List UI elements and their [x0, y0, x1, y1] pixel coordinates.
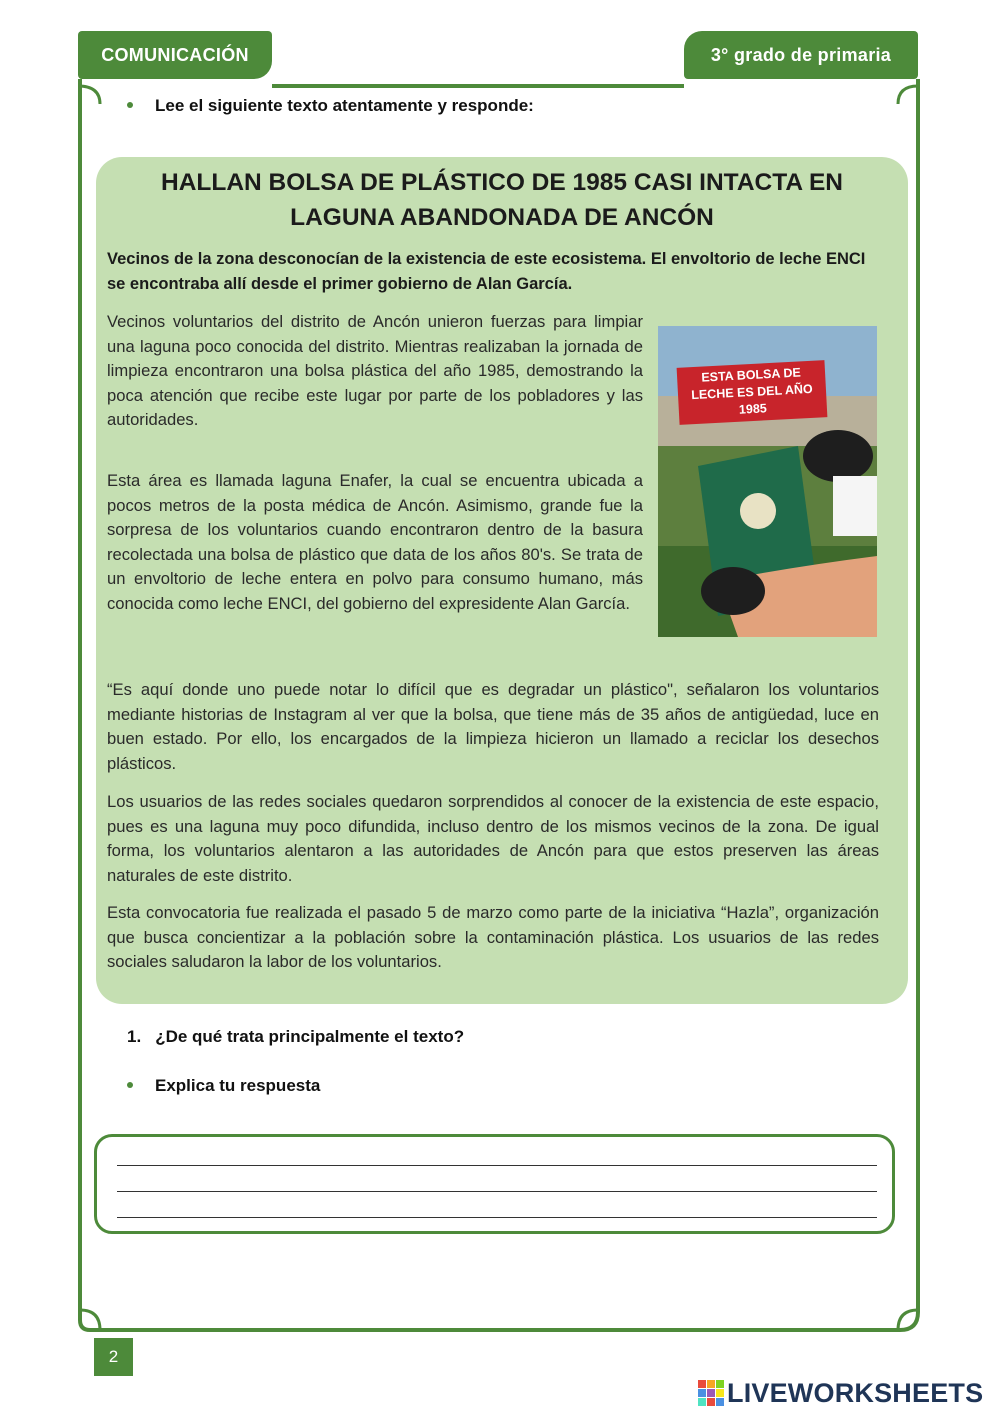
article-paragraph: Los usuarios de las redes sociales quedaron sorprendidos al conocer de la existencia de este espacio, pues es una laguna muy poco difundida, incluso dentro de los mismos vecinos de la zona. De igual forma, los voluntarios alentaron a las autoridades de Ancón para que estos preserven las áreas naturales de este distrito. — [107, 792, 879, 885]
question-1 — [127, 1027, 464, 1047]
liveworksheets-logo-icon — [698, 1380, 724, 1406]
article-photo — [658, 326, 877, 637]
grade-label: 3° grado de primaria — [710, 44, 892, 65]
subject-label: COMUNICACIÓN — [101, 44, 249, 65]
article-paragraph: Esta convocatoria fue realizada el pasado 5 de marzo como parte de la iniciativa “Hazla”, organización que busca concientizar a la población sobre la contaminación plástica. Los usuarios de las redes sociales saludaron la labor de los voluntarios. — [107, 903, 879, 971]
brand-name: LIVEWORKSHEETS — [727, 1377, 984, 1408]
answer-line[interactable] — [117, 1165, 877, 1166]
answer-line[interactable] — [117, 1191, 877, 1192]
page-number — [94, 1338, 133, 1376]
instruction — [127, 96, 534, 116]
photo-caption: ESTA BOLSA DE LECHE ES DEL AÑO 1985 — [677, 360, 828, 425]
bullet-icon — [127, 102, 133, 108]
article-subheadline: Vecinos de la zona desconocían de la existencia de este ecosistema. El envoltorio de leche ENCI se encontraba allí desde el primer gobierno de Alan García. — [107, 250, 866, 293]
question-number: 1. — [127, 1027, 142, 1046]
brand-watermark — [698, 1376, 983, 1410]
explain-prompt — [127, 1076, 320, 1096]
page-number-text: 2 — [108, 1347, 119, 1366]
article-headline: HALLAN BOLSA DE PLÁSTICO DE 1985 CASI INTACTA EN LAGUNA ABANDONADA DE ANCÓN — [161, 169, 843, 231]
article-paragraph: Vecinos voluntarios del distrito de Ancón unieron fuerzas para limpiar una laguna poco conocida del distrito. Mientras realizaban la jornada de limpieza encontraron una bolsa plástica del año 1985, demostrando la poca atención que recibe este lugar por parte de los pobladores y las autoridades. — [107, 312, 643, 429]
answer-box[interactable] — [94, 1134, 895, 1234]
explain-text: Explica tu respuesta — [155, 1076, 321, 1095]
question-text: ¿De qué trata principalmente el texto? — [155, 1027, 465, 1046]
subject-tab — [78, 31, 272, 79]
answer-line[interactable] — [117, 1217, 877, 1218]
news-article — [96, 157, 908, 1004]
article-paragraph: “Es aquí donde uno puede notar lo difícil que es degradar un plástico", señalaron los voluntarios mediante historias de Instagram al ver que la bolsa, que tiene más de 35 años de antigüedad, luce en buen estado. Por ello, los encargados de la limpieza hicieron un llamado a reciclar los desechos plásticos. — [107, 680, 879, 773]
instruction-text: Lee el siguiente texto atentamente y responde: — [155, 96, 534, 115]
grade-tab — [684, 31, 918, 79]
article-paragraph: Esta área es llamada laguna Enafer, la cual se encuentra ubicada a pocos metros de la posta médica de Ancón. Asimismo, grande fue la sorpresa de los voluntarios cuando encontraron dentro de la basura recolectada una bolsa de plástico que data de los años 80's. Se trata de un envoltorio de leche entera en polvo para consumo humano, más conocida como leche ENCI, del gobierno del expresidente Alan García. — [107, 471, 643, 613]
bullet-icon — [127, 1082, 133, 1088]
